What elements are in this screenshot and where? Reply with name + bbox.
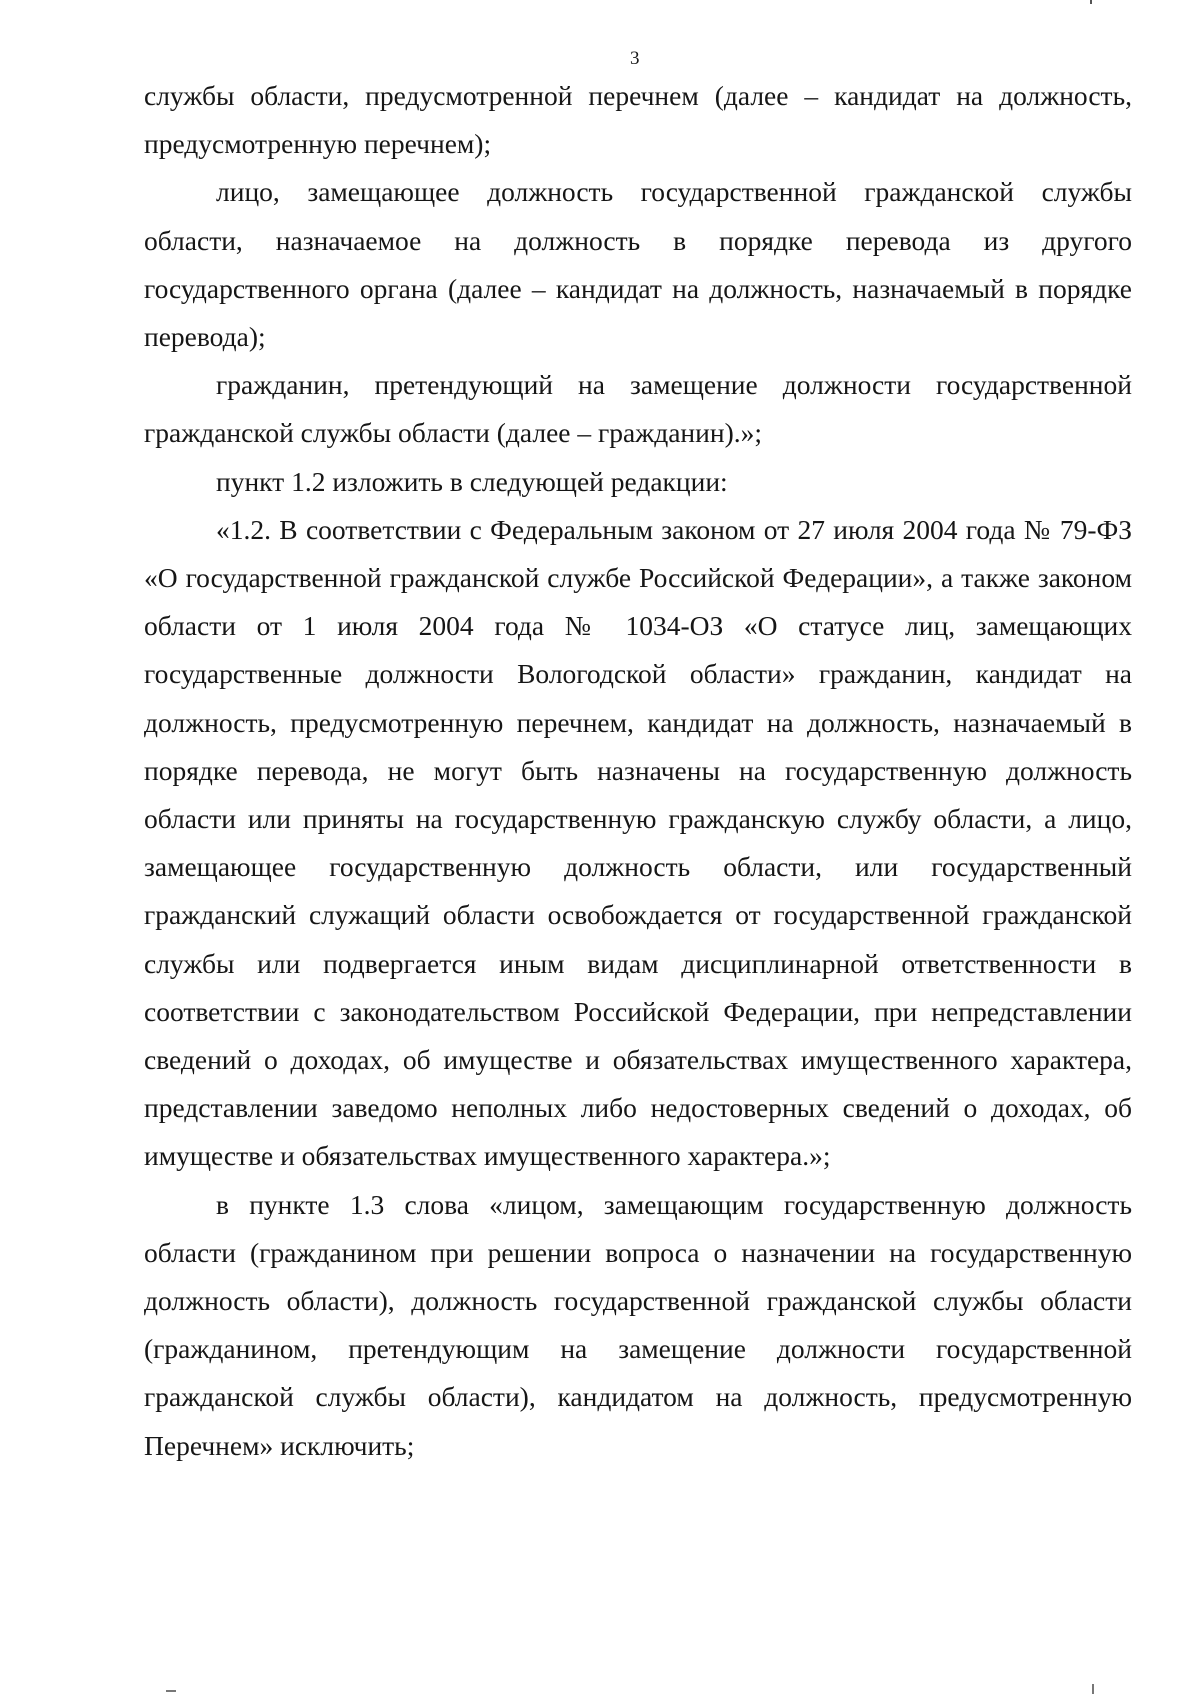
paragraph-clause-1-3: в пункте 1.3 слова «лицом, замещающим государственную должность области (гражданином при решении вопроса о назначении на государственную должность области), должность государственной гражданской службы области (гражданином, претендующим на замещение должности государственной гражданской службы области), кандидатом на должность, предусмотренную Перечнем» исключить; xyxy=(144,1188,1132,1461)
paragraph-transfer-candidate: лицо, замещающее должность государственной гражданской службы области, назначаемое на должность в порядке перевода из другого государственного органа (далее – кандидат на должность, назначаемый в порядке перевода); xyxy=(144,176,1132,353)
scan-mark xyxy=(1090,0,1092,4)
paragraph-citizen: гражданин, претендующий на замещение должности государственной гражданской службы области (далее – гражданин).»; xyxy=(144,369,1132,449)
scan-mark xyxy=(1092,1684,1094,1694)
paragraph-clause-1-2: «1.2. В соответствии с Федеральным законом от 27 июля 2004 года № 79-ФЗ «О государственной гражданской службе Российской Федерации», а также законом области от 1 июля 2004 года № 1034-ОЗ «О статусе лиц, замещающих государственные должности Вологодской области» гражданин, кандидат на должность, предусмотренную перечнем, кандидат на должность, назначаемый в порядке перевода, не могут быть назначены на государственную должность области или приняты на государственную гражданскую службу области, а лицо, замещающее государственную должность области, или государственный гражданский служащий области освобождается от государственной гражданской службы или подвергается иным видам дисциплинарной ответственности в соответствии с законодательством Российской Федерации, при непредставлении сведений о доходах, об имуществе и обязательствах имущественного характера, представлении заведомо неполных либо недостоверных сведений о доходах, об имуществе и обязательствах имущественного характера.»; xyxy=(144,513,1132,1172)
paragraph-amend-1-2: пункт 1.2 изложить в следующей редакции: xyxy=(216,465,728,497)
scan-mark xyxy=(166,1690,176,1692)
document-body xyxy=(144,72,1132,1470)
page-number: 3 xyxy=(630,48,640,69)
paragraph-continuation: службы области, предусмотренной перечнем (далее – кандидат на должность, предусмотренную перечнем); xyxy=(144,80,1132,160)
